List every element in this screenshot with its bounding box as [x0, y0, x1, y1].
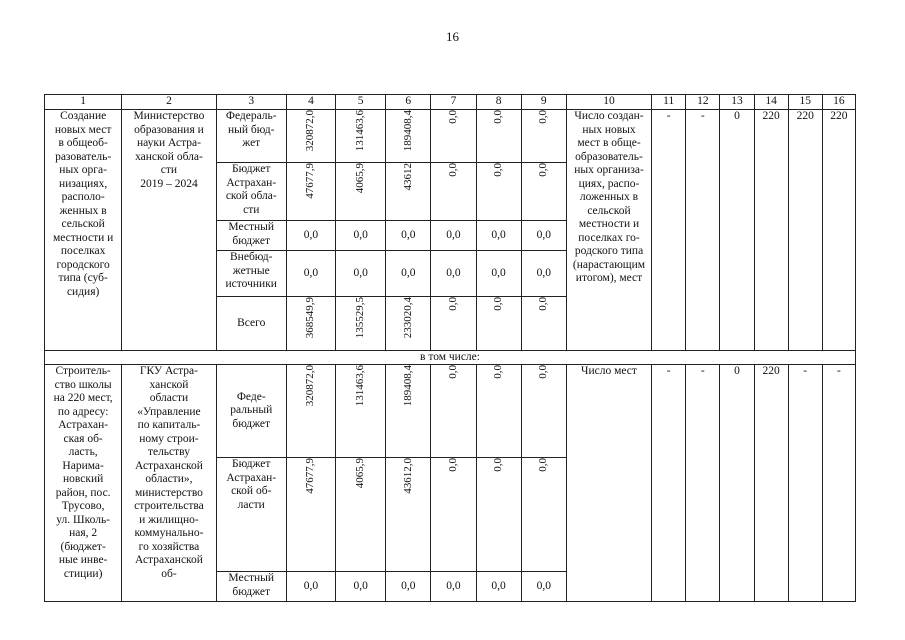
target-cell: - — [686, 110, 720, 351]
col-header: 9 — [521, 95, 566, 110]
col-header: 8 — [476, 95, 521, 110]
value-cell: 0,0 — [476, 221, 521, 251]
executor-cell: Министерство образования и науки Астра- ханской обла- сти 2019 – 2024 — [122, 110, 216, 351]
value-cell: 4065,9 — [353, 163, 366, 194]
value-cell: 0,0 — [446, 458, 459, 472]
activity-cell: Строитель- ство школы на 220 мест, по адресу: Астрахан- ская об- ласть, Нарима- новский район, пос. Трусово, ул. Школь- ная, 2 (бюджет- ные инве- стиции) — [45, 365, 122, 602]
value-cell: 43612 — [401, 163, 414, 191]
col-header: 14 — [754, 95, 788, 110]
target-cell: - — [652, 365, 686, 602]
value-cell: 0,0 — [446, 163, 459, 177]
col-header: 7 — [431, 95, 476, 110]
table-row — [45, 365, 856, 458]
value-cell: 43612,0 — [401, 458, 414, 494]
value-cell: 47677,9 — [304, 163, 317, 199]
value-cell: 189408,4 — [401, 110, 414, 152]
source-cell: Феде- ральный бюджет — [216, 365, 286, 458]
col-header: 16 — [822, 95, 855, 110]
value-cell: 0,0 — [491, 163, 504, 177]
source-cell: Бюджет Астрахан- ской об- ласти — [216, 458, 286, 572]
target-cell: - — [788, 365, 822, 602]
program-table — [44, 94, 856, 602]
col-header: 11 — [652, 95, 686, 110]
value-cell: 135529,5 — [353, 297, 366, 339]
value-cell: 0,0 — [446, 365, 459, 379]
target-cell: - — [822, 365, 855, 602]
executor-cell: ГКУ Астра- ханской области «Управление по капиталь- ному строи- тельству Астраханской области», министерство строительства и жилищно- коммунально- го хозяйства Астраханской об- — [122, 365, 216, 602]
value-cell: 0,0 — [537, 365, 550, 379]
value-cell: 0,0 — [431, 572, 476, 602]
target-cell: - — [686, 365, 720, 602]
source-cell: Бюджет Астрахан- ской обла- сти — [216, 163, 286, 221]
col-header: 2 — [122, 95, 216, 110]
value-cell: 320872,0 — [304, 110, 317, 152]
target-cell: - — [652, 110, 686, 351]
table-row — [45, 110, 856, 163]
value-cell: 0,0 — [476, 251, 521, 297]
value-cell: 0,0 — [491, 365, 504, 379]
col-header: 10 — [566, 95, 651, 110]
value-cell: 4065,9 — [353, 458, 366, 489]
subheader-cell: в том числе: — [45, 351, 856, 365]
col-header: 15 — [788, 95, 822, 110]
activity-cell: Создание новых мест в общеоб- разователь- ных орга- низациях, располо- женных в сельской местности и поселках городского типа (суб- сидия) — [45, 110, 122, 351]
value-cell: 0,0 — [336, 221, 386, 251]
value-cell: 0,0 — [491, 297, 504, 311]
value-cell: 0,0 — [476, 572, 521, 602]
value-cell: 0,0 — [491, 110, 504, 124]
value-cell: 0,0 — [431, 221, 476, 251]
value-cell: 0,0 — [286, 572, 335, 602]
value-cell: 0,0 — [286, 251, 335, 297]
value-cell: 0,0 — [386, 251, 431, 297]
value-cell: 0,0 — [446, 110, 459, 124]
value-cell: 0,0 — [286, 221, 335, 251]
value-cell: 233020,4 — [401, 297, 414, 339]
source-cell: Местный бюджет — [216, 572, 286, 602]
value-cell: 0,0 — [521, 251, 566, 297]
target-cell: 220 — [754, 110, 788, 351]
col-header: 12 — [686, 95, 720, 110]
source-cell: Федераль- ный бюд- жет — [216, 110, 286, 163]
page-number: 16 — [446, 29, 459, 44]
col-header: 1 — [45, 95, 122, 110]
value-cell: 0,0 — [336, 572, 386, 602]
value-cell: 320872,0 — [304, 365, 317, 407]
value-cell: 0,0 — [336, 251, 386, 297]
value-cell: 0,0 — [537, 163, 550, 177]
indicator-cell: Число создан- ных новых мест в обще- образователь- ных организа- циях, распо- ложенных в сельской местности и поселках го- родского типа (нарастающим итогом), мест — [566, 110, 651, 351]
target-cell: 220 — [754, 365, 788, 602]
value-cell: 0,0 — [491, 458, 504, 472]
target-cell: 0 — [720, 110, 754, 351]
value-cell: 0,0 — [537, 110, 550, 124]
col-header: 4 — [286, 95, 335, 110]
source-cell: Внебюд- жетные источники — [216, 251, 286, 297]
col-header: 3 — [216, 95, 286, 110]
value-cell: 189408,4 — [401, 365, 414, 407]
col-header: 13 — [720, 95, 754, 110]
value-cell: 0,0 — [521, 572, 566, 602]
value-cell: 0,0 — [521, 221, 566, 251]
value-cell: 0,0 — [386, 572, 431, 602]
value-cell: 0,0 — [431, 251, 476, 297]
value-cell: 0,0 — [537, 458, 550, 472]
col-header: 6 — [386, 95, 431, 110]
value-cell: 0,0 — [537, 297, 550, 311]
target-cell: 220 — [822, 110, 855, 351]
value-cell: 131463,6 — [353, 110, 366, 152]
target-cell: 220 — [788, 110, 822, 351]
column-number-row — [45, 95, 856, 110]
value-cell: 0,0 — [446, 297, 459, 311]
col-header: 5 — [336, 95, 386, 110]
source-cell: Местный бюджет — [216, 221, 286, 251]
target-cell: 0 — [720, 365, 754, 602]
indicator-cell: Число мест — [566, 365, 651, 602]
subheader-row — [45, 351, 856, 365]
value-cell: 131463,6 — [353, 365, 366, 407]
value-cell: 0,0 — [386, 221, 431, 251]
source-cell: Всего — [216, 297, 286, 351]
value-cell: 368549,9 — [304, 297, 317, 339]
value-cell: 47677,9 — [304, 458, 317, 494]
